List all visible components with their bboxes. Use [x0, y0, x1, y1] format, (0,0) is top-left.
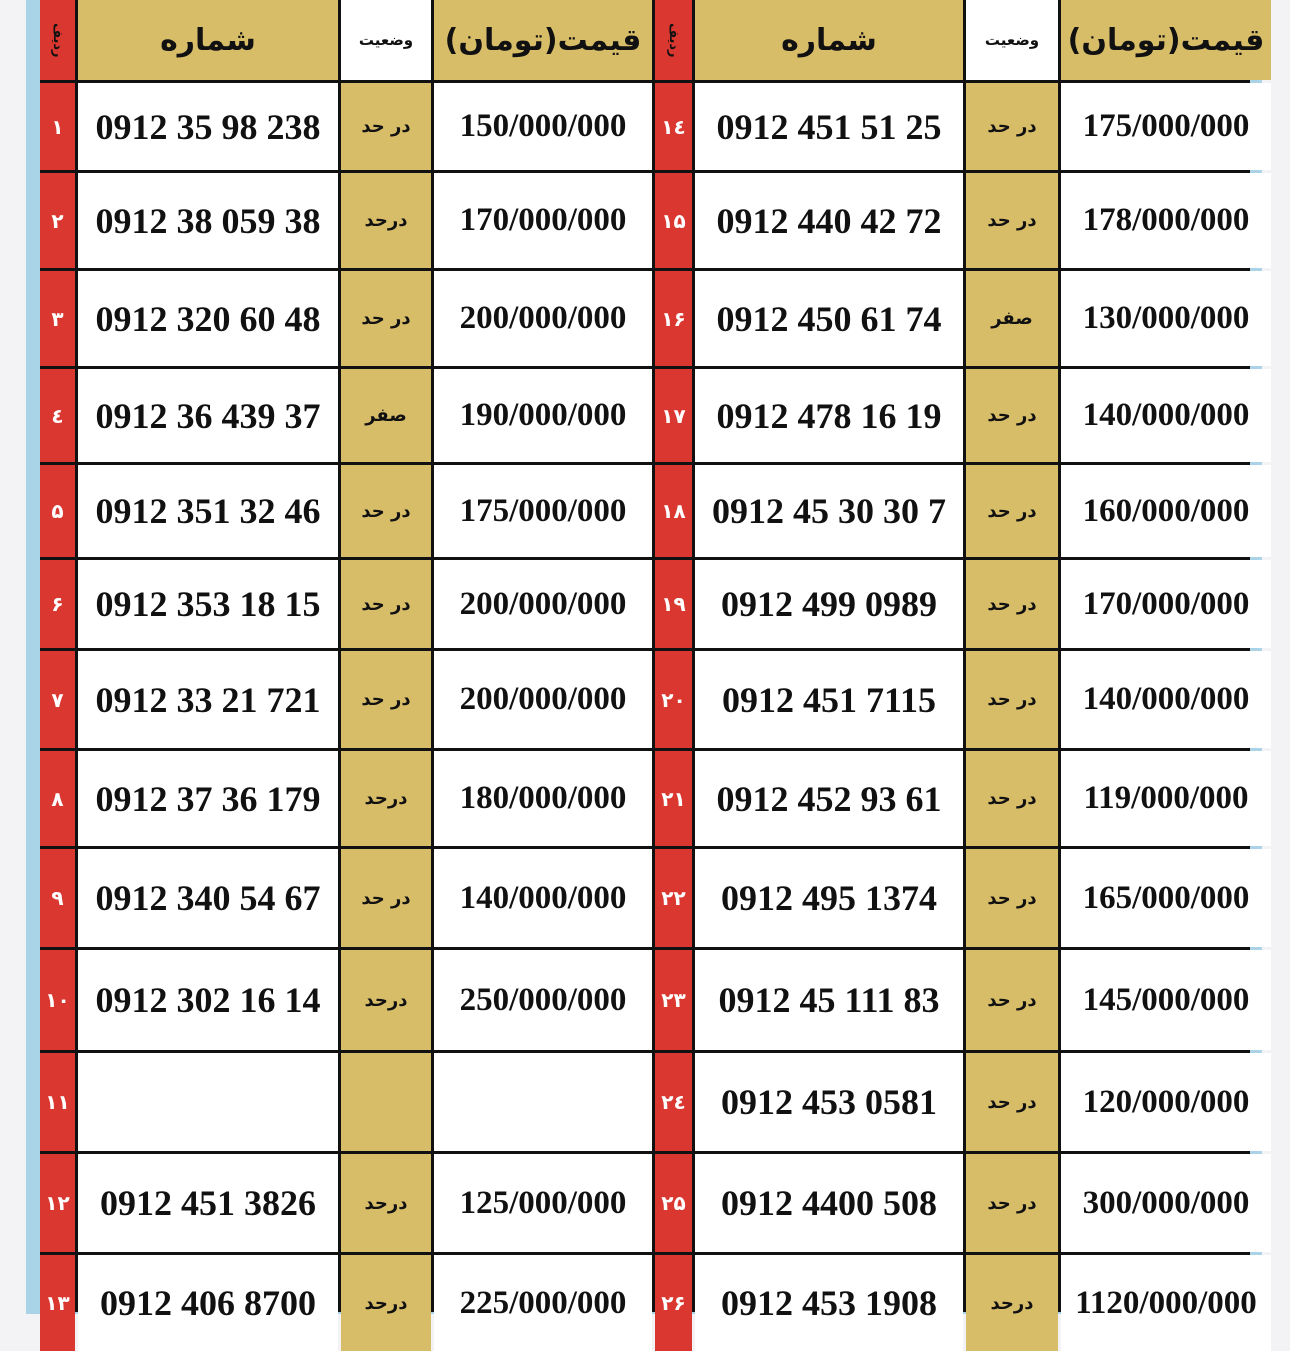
- header-price: قیمت(تومان): [434, 0, 652, 80]
- price: 125/000/000: [434, 1154, 652, 1252]
- row-index: ۲: [40, 173, 75, 268]
- price: 200/000/000: [434, 651, 652, 748]
- status-badge: درحد: [341, 950, 431, 1050]
- phone-number: 0912 340 54 67: [78, 849, 338, 947]
- row-index: ۷: [40, 651, 75, 748]
- status-badge: صفر: [341, 369, 431, 462]
- phone-number: 0912 478 16 19: [695, 369, 963, 462]
- price: 170/000/000: [1061, 560, 1271, 648]
- price: 175/000/000: [1061, 83, 1271, 170]
- status-badge: [341, 1053, 431, 1151]
- header-number: شماره: [78, 0, 338, 80]
- price: 178/000/000: [1061, 173, 1271, 268]
- status-badge: در حد: [341, 83, 431, 170]
- row-index: ۸: [40, 751, 75, 846]
- row-index: ۲۱: [655, 751, 692, 846]
- row-index: ۲۲: [655, 849, 692, 947]
- phone-number: 0912 36 439 37: [78, 369, 338, 462]
- phone-number: 0912 353 18 15: [78, 560, 338, 648]
- status-badge: در حد: [341, 651, 431, 748]
- phone-number: 0912 451 7115: [695, 651, 963, 748]
- row-index: ۱۹: [655, 560, 692, 648]
- price: 160/000/000: [1061, 465, 1271, 557]
- status-badge: صفر: [966, 271, 1058, 366]
- price: 145/000/000: [1061, 950, 1271, 1050]
- phone-number: 0912 440 42 72: [695, 173, 963, 268]
- phone-number: 0912 495 1374: [695, 849, 963, 947]
- status-badge: در حد: [966, 751, 1058, 846]
- price: 130/000/000: [1061, 271, 1271, 366]
- row-index: ۳: [40, 271, 75, 366]
- price: 250/000/000: [434, 950, 652, 1050]
- price: 225/000/000: [434, 1255, 652, 1351]
- price: 170/000/000: [434, 173, 652, 268]
- row-index: ۹: [40, 849, 75, 947]
- row-index: ٤: [40, 369, 75, 462]
- header-index: ردیف: [40, 0, 75, 80]
- header-status: وضعیت: [341, 0, 431, 80]
- row-index: ۲۰: [655, 651, 692, 748]
- price: 1120/000/000: [1061, 1255, 1271, 1351]
- price: 150/000/000: [434, 83, 652, 170]
- price: 300/000/000: [1061, 1154, 1271, 1252]
- price: 180/000/000: [434, 751, 652, 846]
- phone-number: 0912 37 36 179: [78, 751, 338, 846]
- phone-number: 0912 406 8700: [78, 1255, 338, 1351]
- status-badge: درحد: [341, 1154, 431, 1252]
- price: 200/000/000: [434, 560, 652, 648]
- phone-number: 0912 35 98 238: [78, 83, 338, 170]
- price: 200/000/000: [434, 271, 652, 366]
- price: 190/000/000: [434, 369, 652, 462]
- status-badge: در حد: [966, 950, 1058, 1050]
- price: 165/000/000: [1061, 849, 1271, 947]
- phone-number: 0912 452 93 61: [695, 751, 963, 846]
- phone-number: 0912 38 059 38: [78, 173, 338, 268]
- row-index: ۱: [40, 83, 75, 170]
- row-index: ۱۰: [40, 950, 75, 1050]
- phone-number: 0912 453 1908: [695, 1255, 963, 1351]
- status-badge: در حد: [966, 369, 1058, 462]
- status-badge: در حد: [966, 1154, 1058, 1252]
- price: 140/000/000: [434, 849, 652, 947]
- row-index: ۲۳: [655, 950, 692, 1050]
- header-price: قیمت(تومان): [1061, 0, 1271, 80]
- row-index: ۱۵: [655, 173, 692, 268]
- row-index: ۲۶: [655, 1255, 692, 1351]
- row-index: ۱۷: [655, 369, 692, 462]
- status-badge: در حد: [341, 849, 431, 947]
- phone-number-price-table: [40, 0, 1265, 1323]
- row-index: ۵: [40, 465, 75, 557]
- status-badge: در حد: [966, 1053, 1058, 1151]
- price: 119/000/000: [1061, 751, 1271, 846]
- row-index: ۲٤: [655, 1053, 692, 1151]
- header-index: ردیف: [655, 0, 692, 80]
- phone-number: 0912 45 111 83: [695, 950, 963, 1050]
- phone-number: 0912 320 60 48: [78, 271, 338, 366]
- row-index: ۱۲: [40, 1154, 75, 1252]
- phone-number: 0912 450 61 74: [695, 271, 963, 366]
- status-badge: درحد: [341, 1255, 431, 1351]
- phone-number: 0912 33 21 721: [78, 651, 338, 748]
- header-status: وضعیت: [966, 0, 1058, 80]
- status-badge: در حد: [966, 560, 1058, 648]
- phone-number: 0912 453 0581: [695, 1053, 963, 1151]
- row-index: ۱۸: [655, 465, 692, 557]
- status-badge: در حد: [966, 465, 1058, 557]
- phone-number: 0912 302 16 14: [78, 950, 338, 1050]
- row-index: ۶: [40, 560, 75, 648]
- row-index: ۱۳: [40, 1255, 75, 1351]
- header-number: شماره: [695, 0, 963, 80]
- phone-number: 0912 499 0989: [695, 560, 963, 648]
- phone-number: 0912 351 32 46: [78, 465, 338, 557]
- status-badge: در حد: [341, 560, 431, 648]
- phone-number: 0912 451 51 25: [695, 83, 963, 170]
- phone-number: [78, 1053, 338, 1151]
- price: 140/000/000: [1061, 651, 1271, 748]
- status-badge: در حد: [966, 83, 1058, 170]
- phone-number: 0912 45 30 30 7: [695, 465, 963, 557]
- row-index: ۱۱: [40, 1053, 75, 1151]
- status-badge: در حد: [341, 271, 431, 366]
- row-index: ۱۶: [655, 271, 692, 366]
- phone-number: 0912 451 3826: [78, 1154, 338, 1252]
- row-index: ۲۵: [655, 1154, 692, 1252]
- status-badge: در حد: [966, 849, 1058, 947]
- price: [434, 1053, 652, 1151]
- price: 120/000/000: [1061, 1053, 1271, 1151]
- price: 140/000/000: [1061, 369, 1271, 462]
- phone-number: 0912 4400 508: [695, 1154, 963, 1252]
- price: 175/000/000: [434, 465, 652, 557]
- status-badge: درحد: [341, 751, 431, 846]
- status-badge: در حد: [966, 651, 1058, 748]
- status-badge: درحد: [341, 173, 431, 268]
- status-badge: در حد: [966, 173, 1058, 268]
- status-badge: درحد: [966, 1255, 1058, 1351]
- row-index: ۱٤: [655, 83, 692, 170]
- status-badge: در حد: [341, 465, 431, 557]
